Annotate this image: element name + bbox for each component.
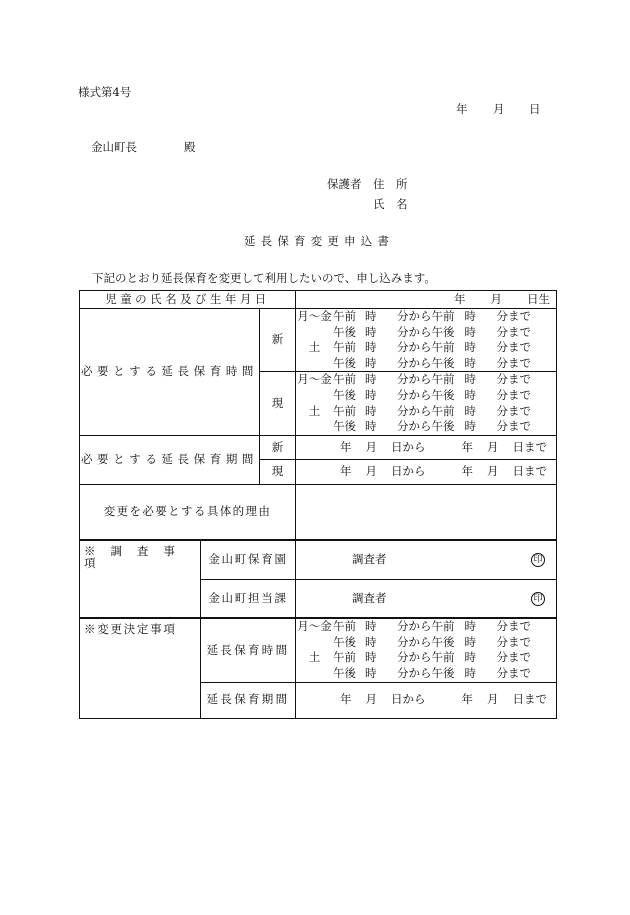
- period-start-month: 月: [365, 439, 378, 454]
- document-title: 延長保育変更申込書: [244, 234, 395, 248]
- end-period: 午後: [431, 388, 455, 403]
- period-end-year: 年: [461, 464, 474, 478]
- day-label: 土: [308, 403, 321, 418]
- period-new-cell[interactable]: [296, 435, 557, 459]
- survey-label: ※ 調 査 事 項: [80, 540, 201, 618]
- start-period: 午前: [333, 340, 357, 355]
- start-minute-label: 分から: [397, 634, 432, 649]
- period-line: [296, 439, 556, 454]
- survey-dept-label: 金山町担当課: [201, 579, 296, 618]
- end-minute-label: 分まで: [496, 666, 532, 681]
- end-minute-label: 分まで: [496, 340, 532, 355]
- reason-input[interactable]: [296, 484, 557, 540]
- end-hour-label: 時: [464, 372, 477, 387]
- end-hour-label: 時: [464, 355, 477, 370]
- time-line: [296, 388, 556, 404]
- end-minute-label: 分まで: [496, 650, 532, 665]
- period-end-day: 日まで: [512, 439, 548, 454]
- period-start-year: 年: [340, 692, 352, 707]
- start-period: 午後: [333, 324, 357, 339]
- time-current-cell[interactable]: [296, 372, 557, 435]
- time-line: [296, 635, 556, 651]
- birth-day: 日生: [527, 291, 550, 306]
- intro-text: 下記のとおり延長保育を変更して利用したいので、申し込みます。: [92, 271, 436, 285]
- end-hour-label: 時: [464, 650, 477, 665]
- honorific: 殿: [184, 140, 196, 154]
- period-line: [296, 466, 556, 478]
- survey-nursery-label: 金山町保育園: [201, 540, 296, 579]
- date-day-label: 日: [529, 102, 541, 116]
- period-start-year: 年: [340, 439, 352, 454]
- start-hour-label: 時: [365, 650, 377, 665]
- time-line: [296, 419, 556, 435]
- start-hour-label: 時: [365, 340, 377, 355]
- end-hour-label: 時: [464, 388, 477, 403]
- end-period: 午後: [431, 419, 455, 434]
- end-minute-label: 分まで: [496, 419, 532, 434]
- day-label: 土: [308, 340, 321, 355]
- start-minute-label: 分から: [397, 309, 432, 324]
- decided-time-cell[interactable]: [296, 618, 557, 682]
- application-form-table: [79, 290, 557, 719]
- end-minute-label: 分まで: [496, 619, 532, 634]
- end-period: 午前: [431, 650, 455, 665]
- end-hour-label: 時: [464, 403, 477, 418]
- start-hour-label: 時: [365, 634, 377, 649]
- period-line: [296, 694, 556, 706]
- guardian-label: 保護者: [327, 177, 362, 191]
- start-minute-label: 分から: [397, 355, 432, 370]
- end-hour-label: 時: [464, 619, 477, 634]
- start-hour-label: 時: [365, 666, 377, 681]
- survey-nursery-cell[interactable]: [296, 540, 557, 579]
- reason-row: [80, 484, 557, 540]
- start-hour-label: 時: [365, 419, 377, 434]
- start-hour-label: 時: [365, 355, 377, 370]
- start-period: 午後: [333, 355, 357, 370]
- start-minute-label: 分から: [397, 419, 432, 434]
- end-minute-label: 分まで: [496, 388, 532, 403]
- day-label: 月～金: [297, 372, 332, 387]
- end-minute-label: 分まで: [496, 403, 532, 418]
- start-period: 午後: [333, 388, 357, 403]
- decision-label: ※変更決定事項: [80, 618, 201, 718]
- end-minute-label: 分まで: [496, 309, 532, 324]
- period-new-label: 新: [260, 435, 296, 459]
- time-line: [296, 666, 556, 682]
- name-label: 氏 名: [373, 197, 408, 211]
- time-label: 必要とする延長保育時間: [80, 309, 260, 436]
- start-minute-label: 分から: [397, 324, 432, 339]
- period-end-year: 年: [461, 692, 474, 707]
- end-hour-label: 時: [464, 419, 477, 434]
- end-period: 午後: [431, 634, 455, 649]
- time-line: [296, 356, 556, 372]
- start-minute-label: 分から: [397, 403, 432, 418]
- period-label: 必要とする延長保育期間: [80, 435, 260, 484]
- time-line: [296, 340, 556, 356]
- address-label: 住 所: [373, 177, 408, 191]
- form-number: 様式第4号: [78, 85, 132, 99]
- period-start-day: 日から: [391, 439, 426, 454]
- time-current-label: 現: [260, 372, 296, 435]
- decided-period-cell[interactable]: [296, 682, 557, 718]
- seal-icon: 印: [531, 553, 545, 567]
- seal-icon: 印: [531, 592, 545, 606]
- day-label: 土: [308, 650, 321, 665]
- survey-dept-cell[interactable]: [296, 579, 557, 618]
- start-minute-label: 分から: [397, 650, 432, 665]
- period-current-cell[interactable]: [296, 459, 557, 484]
- end-minute-label: 分まで: [496, 372, 532, 387]
- end-minute-label: 分まで: [496, 634, 532, 649]
- time-line: [296, 619, 556, 635]
- period-start-day: 日から: [391, 464, 426, 478]
- end-period: 午前: [431, 340, 455, 355]
- investigator-label: 調査者: [352, 590, 387, 605]
- start-minute-label: 分から: [397, 372, 432, 387]
- start-minute-label: 分から: [397, 340, 432, 355]
- period-end-day: 日まで: [512, 464, 548, 478]
- survey-nursery-row: [80, 540, 557, 579]
- time-line: [296, 404, 556, 420]
- end-hour-label: 時: [464, 666, 477, 681]
- start-period: 午後: [333, 634, 357, 649]
- time-line: [296, 650, 556, 666]
- end-minute-label: 分まで: [496, 324, 532, 339]
- end-period: 午後: [431, 324, 455, 339]
- period-start-year: 年: [340, 464, 352, 478]
- end-period: 午前: [431, 619, 455, 634]
- start-hour-label: 時: [365, 309, 377, 324]
- start-period: 午前: [333, 650, 357, 665]
- period-start-month: 月: [365, 464, 378, 478]
- time-new-cell[interactable]: [296, 309, 557, 372]
- period-end-month: 月: [487, 439, 499, 454]
- period-current-label: 現: [260, 459, 296, 484]
- end-hour-label: 時: [464, 340, 477, 355]
- decided-period-label: 延長保育期間: [201, 682, 296, 718]
- end-period: 午前: [431, 372, 455, 387]
- addressee: 金山町長: [91, 140, 137, 154]
- start-period: 午前: [333, 403, 357, 418]
- start-period: 午前: [333, 619, 357, 634]
- period-new-row: [80, 435, 557, 459]
- time-line: [296, 325, 556, 341]
- start-hour-label: 時: [365, 372, 377, 387]
- end-minute-label: 分まで: [496, 355, 532, 370]
- time-new-label: 新: [260, 309, 296, 372]
- start-hour-label: 時: [365, 403, 377, 418]
- start-period: 午前: [333, 372, 357, 387]
- start-hour-label: 時: [365, 619, 377, 634]
- date-month-label: 月: [493, 102, 505, 116]
- child-row: [80, 291, 557, 309]
- birth-month: 月: [490, 291, 502, 306]
- end-period: 午後: [431, 666, 455, 681]
- child-birth-cell[interactable]: [296, 291, 557, 309]
- start-period: 午後: [333, 666, 357, 681]
- start-hour-label: 時: [365, 388, 377, 403]
- period-start-month: 月: [365, 692, 378, 707]
- period-start-day: 日から: [391, 692, 426, 707]
- end-hour-label: 時: [464, 634, 477, 649]
- decided-time-label: 延長保育時間: [201, 618, 296, 682]
- end-hour-label: 時: [464, 324, 477, 339]
- child-label: 児童の氏名及び生年月日: [80, 291, 296, 309]
- time-line: [296, 309, 556, 325]
- period-end-day: 日まで: [512, 692, 548, 707]
- start-hour-label: 時: [365, 324, 377, 339]
- time-line: [296, 372, 556, 388]
- start-period: 午後: [333, 419, 357, 434]
- date-year-label: 年: [456, 102, 468, 116]
- reason-label: 変更を必要とする具体的理由: [80, 484, 296, 540]
- start-minute-label: 分から: [397, 388, 432, 403]
- period-end-month: 月: [487, 464, 499, 478]
- start-period: 午前: [333, 309, 357, 324]
- investigator-label: 調査者: [352, 552, 387, 567]
- period-end-year: 年: [461, 439, 474, 454]
- decision-time-row: [80, 618, 557, 682]
- end-period: 午前: [431, 403, 455, 418]
- start-minute-label: 分から: [397, 619, 432, 634]
- end-period: 午前: [431, 309, 455, 324]
- start-minute-label: 分から: [397, 666, 432, 681]
- end-hour-label: 時: [464, 309, 477, 324]
- period-end-month: 月: [487, 692, 499, 707]
- birth-year: 年: [454, 291, 466, 306]
- day-label: 月～金: [297, 309, 332, 324]
- day-label: 月～金: [297, 619, 332, 634]
- time-new-row: [80, 309, 557, 372]
- end-period: 午後: [431, 355, 455, 370]
